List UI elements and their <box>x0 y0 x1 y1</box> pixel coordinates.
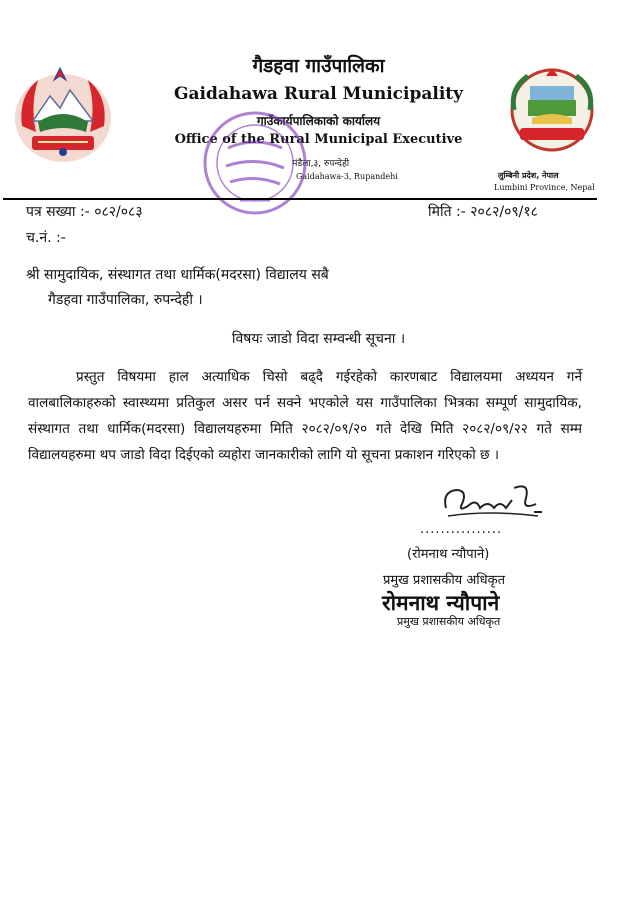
signatory-title: प्रमुख प्रशासकीय अधिकृत <box>383 573 506 588</box>
office-seal-stamp <box>200 108 310 218</box>
recipient-line-1: श्री सामुदायिक, संस्थागत तथा धार्मिक(मदरसा) विद्यालय सबै <box>26 267 329 283</box>
body-paragraph: प्रस्तुत विषयमा हाल अत्याधिक चिसो बढ्दै गईरहेको कारणबाट विद्यालयमा अध्ययन गर्ने वालबालिकाहरुको स्वास्थ्यमा प्रतिकुल असर पर्न सक्ने भएकोले यस गाउँपालिका भित्रका सम्पूर्ण सामुदायिक, संस्थागत तथा धार्मिक(मदरसा) विद्यालयहरुमा मिति २०८२/०९/२० गते देखि मिति २०८२/०९/२२ गते सम्म विद्यालयहरुमा थप जाडो विदा दिईएको व्यहोरा जानकारीको लागि यो सूचना प्रकाशन गरिएको छ । <box>28 369 582 463</box>
signature-dots: ................ <box>420 522 503 537</box>
office-name-nepali: गाउँकार्यपालिकाको कार्यालय <box>256 114 381 128</box>
dispatch-number: च.नं. :- <box>26 230 66 246</box>
office-title-english: Gaidahawa Rural Municipality <box>173 84 464 104</box>
name-stamp: रोमनाथ न्यौपाने <box>382 591 500 615</box>
letter-number: पत्र सख्या :- ०८२/०८३ <box>26 204 143 220</box>
recipient-line-2: गैडहवा गाउँपालिका, रुपन्देही । <box>48 292 203 308</box>
address-nepali: मंडैला,३, रुपन्देही <box>292 159 350 169</box>
letter-date: मिति :- २०८२/०९/१८ <box>428 204 538 220</box>
province-nepali: लुम्बिनी प्रदेश, नेपाल <box>498 171 559 180</box>
address-english: Gaidahawa-3, Rupandehi <box>296 172 398 181</box>
title-stamp: प्रमुख प्रशासकीय अधिकृत <box>397 615 501 628</box>
notice-body <box>28 364 582 468</box>
handwritten-signature <box>438 478 550 526</box>
header-divider <box>3 198 597 200</box>
office-name-english: Office of the Rural Municipal Executive <box>174 132 463 147</box>
signatory-name: (रोमनाथ न्यौपाने) <box>407 547 490 562</box>
province-english: Lumbini Province, Nepal <box>494 183 595 192</box>
subject-line: विषयः जाडो विदा सम्वन्धी सूचना । <box>231 331 406 347</box>
office-title-nepali: गैडहवा गाउँपालिका <box>252 55 385 77</box>
